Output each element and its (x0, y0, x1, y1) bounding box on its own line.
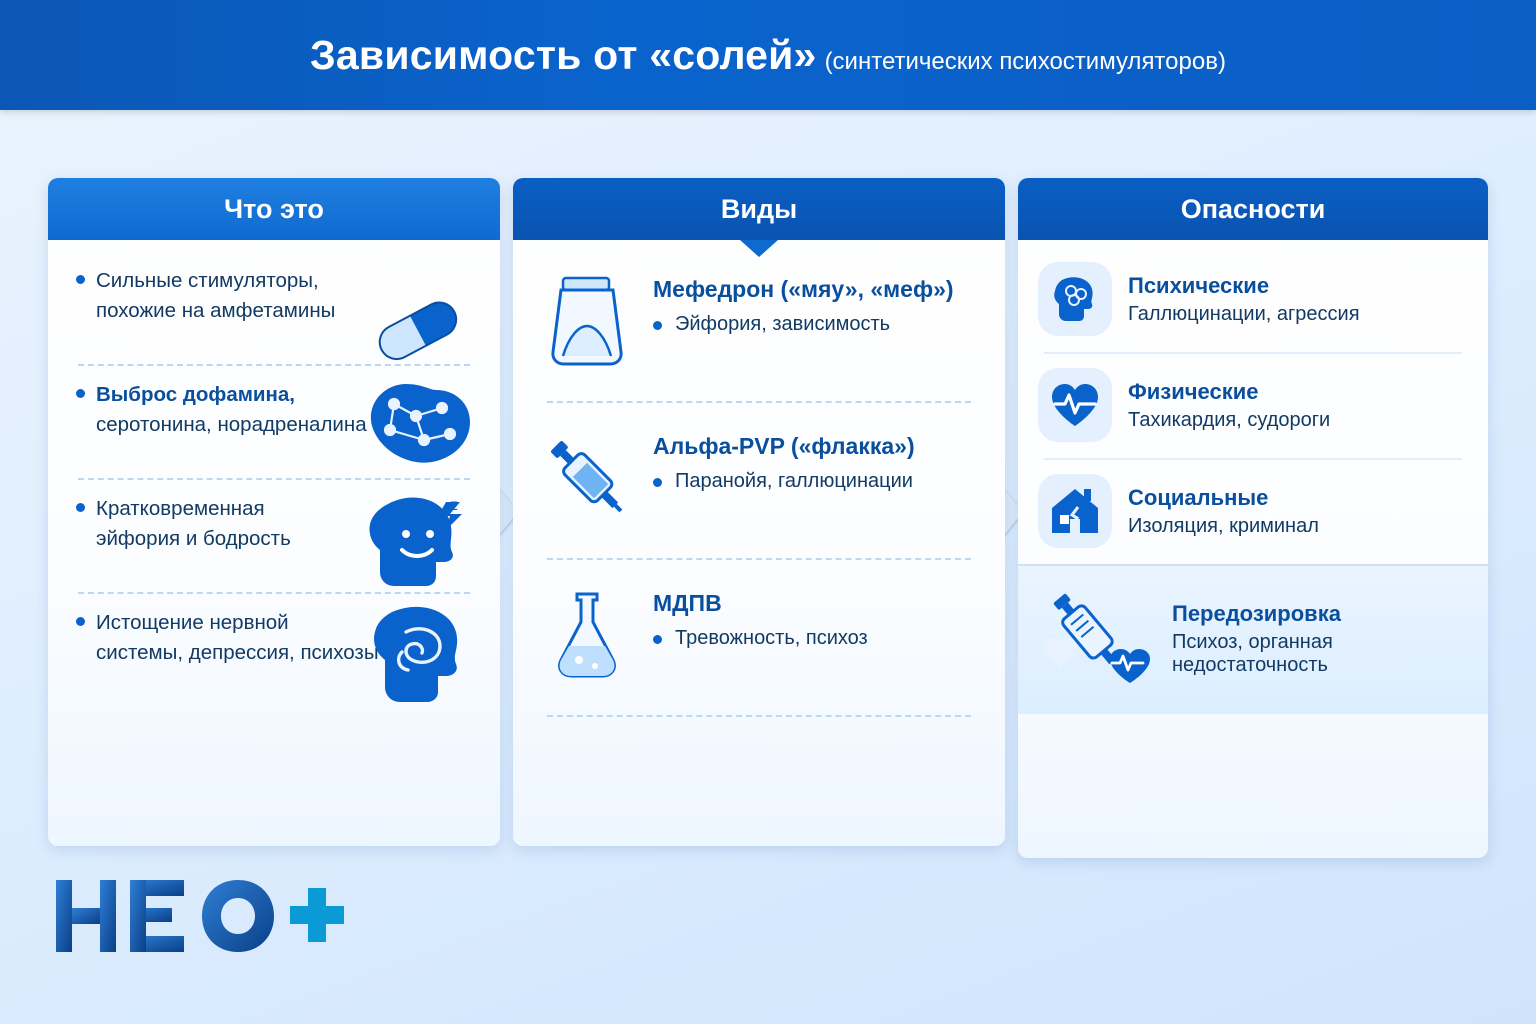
column-risks (1018, 178, 1488, 858)
overdose-desc (1172, 631, 1341, 677)
bullet-icon (76, 503, 85, 512)
syringe-heart-icon (1038, 583, 1158, 696)
divider (547, 401, 971, 403)
risk-3-title: Социальные (1128, 484, 1269, 510)
kind-1-effect (653, 313, 954, 336)
list-item (72, 494, 476, 580)
kind-2-title: Альфа-PVP («флакка») (653, 433, 915, 459)
list-item (539, 270, 979, 375)
what-item-1-line2: похожие на амфетамины (96, 298, 336, 322)
bullet-icon (653, 321, 662, 330)
list-item (1038, 368, 1468, 442)
page-subtitle: (синтетических психостимуляторов) (824, 47, 1226, 75)
page-title: Зависимость от «солей» (310, 31, 817, 78)
divider (547, 558, 971, 560)
what-item-3-line2: эйфория и бодрость (96, 526, 291, 550)
header-title-wrap (310, 32, 1226, 79)
list-item (72, 266, 476, 352)
overdose-line2: недостаточность (1172, 654, 1328, 676)
head-psyche-icon (1038, 262, 1112, 336)
kinds-list (513, 240, 1005, 751)
kind-2-effect (653, 470, 915, 493)
bullet-icon (76, 617, 85, 626)
powder-bag-icon (539, 270, 635, 375)
what-item-2-line1: Выброс дофамина, (96, 383, 295, 406)
header-notch-icon (740, 240, 778, 257)
kind-2-effect-text: Паранойя, галлюцинации (675, 470, 913, 492)
divider (547, 715, 971, 717)
kind-3-effect-text: Тревожность, психоз (675, 627, 868, 649)
column-what-title: Что это (224, 193, 324, 224)
list-item (539, 427, 979, 532)
bullet-icon (76, 389, 85, 398)
list-item (1038, 474, 1468, 548)
list-item (539, 584, 979, 689)
bullet-icon (653, 478, 662, 487)
column-what-header (48, 178, 500, 240)
brand-logo (52, 872, 352, 962)
risk-2-title: Физические (1128, 378, 1259, 404)
pill-capsule-icon (362, 294, 472, 369)
list-item (72, 380, 476, 466)
column-risks-title: Опасности (1180, 193, 1326, 224)
syringe-icon (539, 427, 635, 532)
page-header (0, 0, 1536, 110)
svg-text:z: z (450, 497, 458, 514)
risk-1-desc: Галлюцинации, агрессия (1128, 302, 1360, 325)
what-item-2-line2: серотонина, норадреналина (96, 412, 367, 436)
brain-network-icon (350, 374, 480, 483)
risks-list (1018, 240, 1488, 548)
divider (1044, 352, 1462, 354)
what-item-3-line1: Кратковременная (96, 497, 265, 520)
what-item-4-line2: системы, депрессия, психозы (96, 640, 379, 664)
overdose-line1: Психоз, органная (1172, 631, 1333, 653)
list-item (72, 608, 476, 694)
column-kinds (513, 178, 1005, 846)
head-brain-icon (356, 598, 486, 713)
what-items-list (48, 240, 500, 704)
infographic-board (0, 178, 1536, 858)
heart-pulse-icon (1038, 368, 1112, 442)
broken-house-icon (1038, 474, 1112, 548)
overdose-block (1018, 564, 1488, 714)
kind-3-effect (653, 627, 868, 650)
bullet-icon (653, 635, 662, 644)
bullet-icon (76, 275, 85, 284)
head-energy-icon (354, 488, 484, 597)
column-kinds-header (513, 178, 1005, 240)
list-item (1038, 262, 1468, 336)
risk-3-desc: Изоляция, криминал (1128, 514, 1319, 537)
kind-1-effect-text: Эйфория, зависимость (675, 313, 891, 335)
column-risks-header (1018, 178, 1488, 240)
what-item-4-line1: Истощение нервной (96, 611, 289, 634)
risk-2-desc: Тахикардия, судороги (1128, 408, 1331, 431)
flask-icon (539, 584, 635, 689)
what-item-1-line1: Сильные стимуляторы, (96, 269, 319, 292)
risk-1-title: Психические (1128, 272, 1270, 298)
divider (1044, 458, 1462, 460)
overdose-title: Передозировка (1172, 601, 1341, 626)
kind-3-title: МДПВ (653, 590, 722, 616)
kind-1-title: Мефедрон («мяу», «меф») (653, 276, 954, 302)
column-what-is-it (48, 178, 500, 846)
column-kinds-title: Виды (720, 193, 798, 224)
